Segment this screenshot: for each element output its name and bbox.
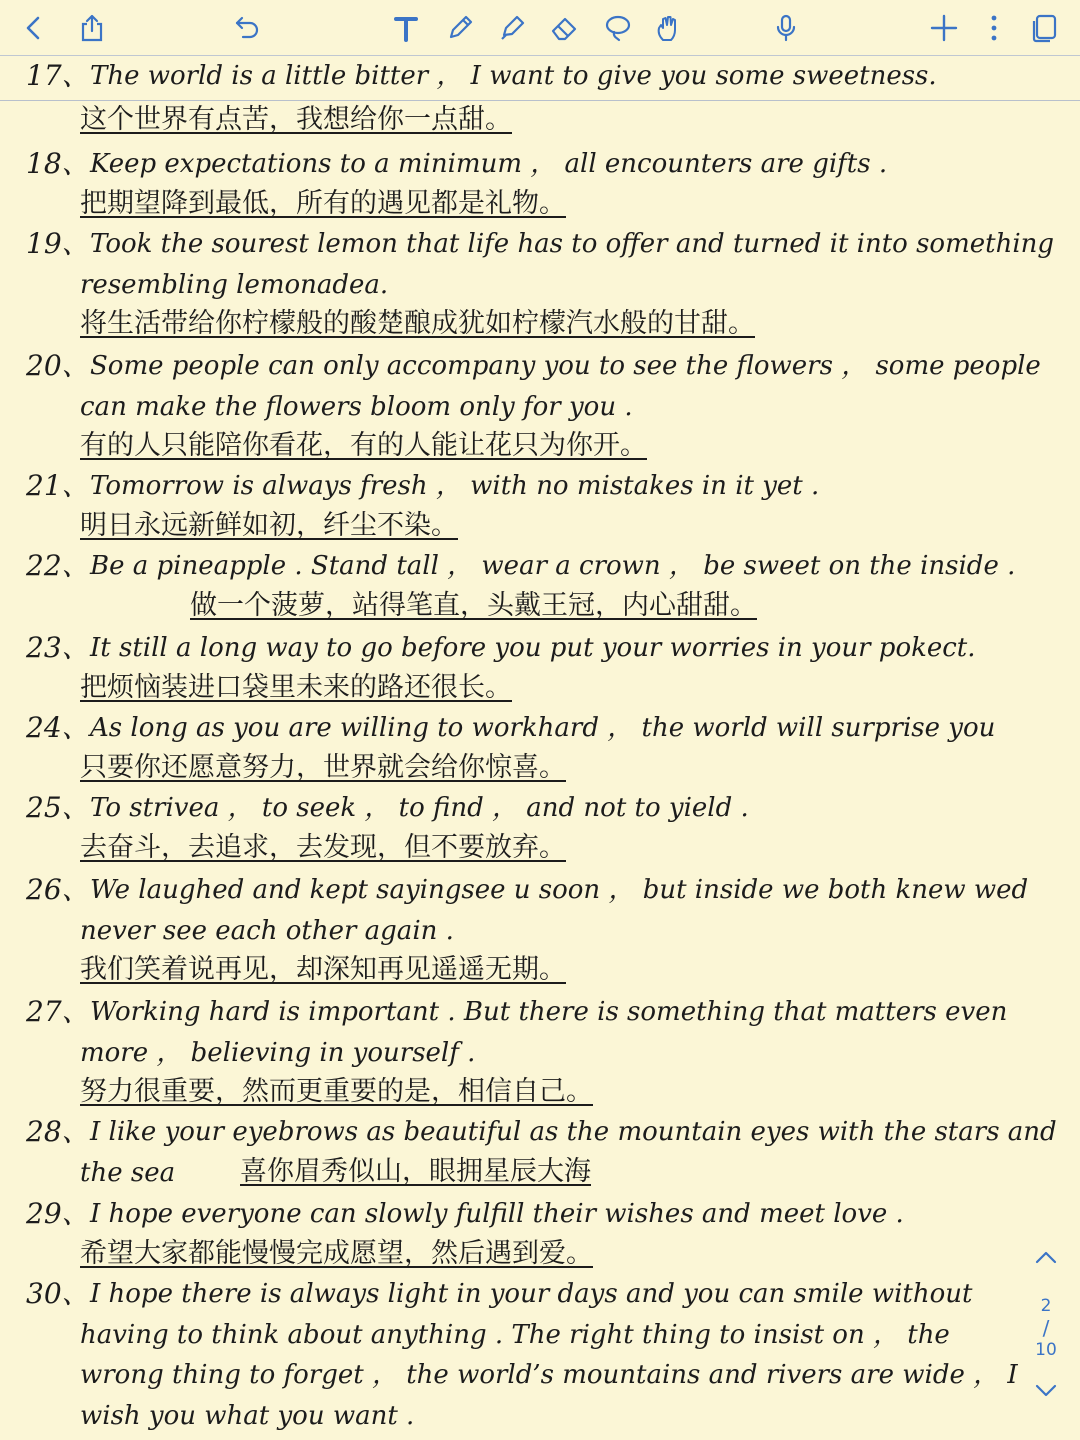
- highlighter-tool-icon: [497, 13, 527, 43]
- more-button[interactable]: [974, 8, 1014, 48]
- entry-english: Took the sourest lemon that life has to offer and turned it into something resembling lemonadea.: [80, 229, 1055, 300]
- entry-english: We laughed and kept sayingsee u soon ， but inside we both knew wed never see each other again .: [80, 875, 1029, 946]
- lasso-tool-button[interactable]: [598, 8, 638, 48]
- undo-button[interactable]: [228, 8, 268, 48]
- entry-number: 19、: [26, 227, 90, 260]
- entry-english: Working hard is important . But there is something that matters even more ， believing in yourself .: [80, 997, 1008, 1068]
- entry-number: 23、: [26, 631, 90, 664]
- undo-icon: [233, 13, 263, 43]
- entry-english: To strivea ， to seek ， to find ， and not to yield .: [90, 793, 749, 823]
- entry-english: Be a pineapple . Stand tall ， wear a crown ， be sweet on the inside .: [90, 551, 1016, 581]
- hand-tool-icon: [653, 13, 683, 43]
- entry-english: Keep expectations to a minimum ， all encounters are gifts .: [90, 149, 888, 179]
- entry-chinese: 我们笑着说再见，却深知再见遥遥无期。: [80, 954, 566, 985]
- page-navigator: [1026, 1244, 1066, 1404]
- eraser-tool-button[interactable]: [544, 8, 584, 48]
- entry-number: 20、: [26, 349, 90, 382]
- entry-chinese: 努力很重要，然而更重要的是，相信自己。: [80, 1076, 593, 1107]
- more-icon: [979, 13, 1009, 43]
- page-down-button[interactable]: [1030, 1376, 1062, 1404]
- eraser-tool-icon: [549, 13, 579, 43]
- top-toolbar: [0, 0, 1080, 56]
- entry-number: 30、: [26, 1277, 90, 1310]
- microphone-icon: [771, 13, 801, 43]
- entry-chinese: 做一个菠萝，站得笔直，头戴王冠，内心甜甜。: [190, 590, 757, 621]
- back-button[interactable]: [14, 8, 54, 48]
- add-button[interactable]: [924, 8, 964, 48]
- microphone-button[interactable]: [766, 8, 806, 48]
- entry-chinese: 有的人只能陪你看花，有的人能让花只为你开。: [80, 430, 647, 461]
- entry-number: 28、: [26, 1115, 90, 1148]
- entry-number: 22、: [26, 549, 90, 582]
- entry-number: 26、: [26, 873, 90, 906]
- text-tool-button[interactable]: [386, 8, 426, 48]
- entry-chinese: 去奋斗，去追求，去发现，但不要放弃。: [80, 832, 566, 863]
- entry-number: 21、: [26, 469, 90, 502]
- highlighter-tool-button[interactable]: [492, 8, 532, 48]
- total-pages: 10: [1035, 1340, 1057, 1360]
- pages-button[interactable]: [1024, 8, 1064, 48]
- hand-tool-button[interactable]: [648, 8, 688, 48]
- entry-chinese: 这个世界有点苦，我想给你一点甜。: [80, 104, 512, 135]
- entry-english: Some people can only accompany you to see the flowers ， some people can make the flowers bloom only for you .: [80, 351, 1041, 422]
- page-up-button[interactable]: [1030, 1244, 1062, 1272]
- entry-chinese: 只要你还愿意努力，世界就会给你惊喜。: [80, 752, 566, 783]
- chevron-left-icon: [19, 13, 49, 43]
- entry-english: As long as you are willing to workhard ， the world will surprise you: [90, 713, 996, 743]
- entry-chinese: 把烦恼装进口袋里未来的路还很长。: [80, 672, 512, 703]
- text-tool-icon: [391, 13, 421, 43]
- add-icon: [929, 13, 959, 43]
- entry-english: It still a long way to go before you put your worries in your pokect.: [90, 633, 976, 663]
- entry-english: Tomorrow is always fresh ， with no mistakes in it yet .: [90, 471, 820, 501]
- pages-icon: [1029, 13, 1059, 43]
- pen-tool-icon: [445, 13, 475, 43]
- entry-chinese: 将生活带给你柠檬般的酸楚酿成犹如柠檬汽水般的甘甜。: [80, 308, 755, 339]
- current-page: 2: [1040, 1296, 1052, 1316]
- entry-english: I hope there is always light in your days and you can smile without having to think about anything . The right thing to insist on ， the wrong thing to forget ， the world’s mountains and rivers are wide ， I wish you what you want .: [80, 1279, 1018, 1431]
- entry-english: The world is a little bitter ， I want to give you some sweetness.: [90, 61, 937, 91]
- lasso-tool-icon: [603, 13, 633, 43]
- page-separator: /: [1042, 1316, 1050, 1340]
- entry-number: 17、: [26, 59, 90, 92]
- entry-number: 18、: [26, 147, 90, 180]
- entry-number: 25、: [26, 791, 90, 824]
- entry-english: I hope everyone can slowly fulfill their wishes and meet love .: [90, 1199, 904, 1229]
- pen-tool-button[interactable]: [440, 8, 480, 48]
- ruled-line: [0, 100, 1080, 101]
- entry-number: 29、: [26, 1197, 90, 1230]
- entry-number: 24、: [26, 711, 90, 744]
- entry-chinese: 把期望降到最低，所有的遇见都是礼物。: [80, 188, 566, 219]
- entry-chinese: 喜你眉秀似山，眼拥星辰大海: [240, 1156, 591, 1187]
- share-icon: [77, 13, 107, 43]
- entry-chinese: 明日永远新鲜如初，纤尘不染。: [80, 510, 458, 541]
- share-button[interactable]: [72, 8, 112, 48]
- entry-chinese: 希望大家都能慢慢完成愿望，然后遇到爱。: [80, 1238, 593, 1269]
- entry-number: 27、: [26, 995, 90, 1028]
- entry-english: I like your eyebrows as beautiful as the mountain eyes with the stars and the sea: [80, 1117, 1057, 1188]
